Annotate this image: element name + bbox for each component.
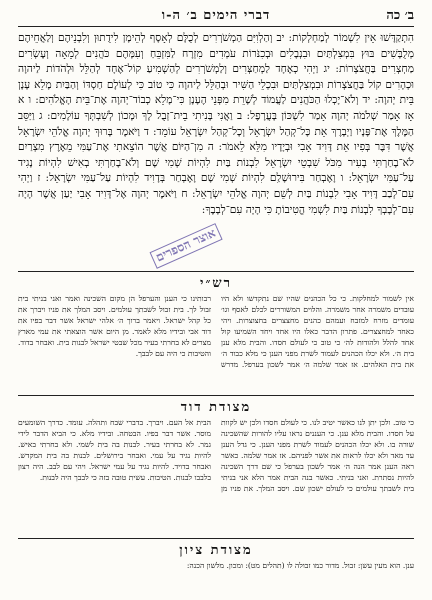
rashi-title: רש״י: [200, 276, 232, 291]
main-text: הִתְקַדָּשׁוּ אֵין לִשְׁמוֹר לְמַחְלְקוֹת: יב וְהַלְוִיִּם הַמְשֹׁרְרִים לְכֻלָּם לְאָסָף לְהֵימָן לִידֻתוּן וְלִבְנֵיהֶם וְלַאֲחֵיהֶם מְלֻבָּשִׁים בּוּץ בִּמְצִלְתַּיִם וּבִנְבָלִים וּבְכִנֹּרוֹת עֹמְדִים מִזְרָח לַמִּזְבֵּחַ וְעִמָּהֶם כֹּהֲנִים לְמֵאָה וְעֶשְׂרִים מַחְצְרִים בַּחֲצֹצְרוֹת: יג וַיְהִי כְאֶחָד לַמְחַצְּרִים וְלַמְשֹׁרְרִים לְהַשְׁמִיעַ קוֹל־אֶחָד לְהַלֵּל וּלְהֹדוֹת לַיהוָה וּכְהָרִים קוֹל בַּחֲצֹצְרוֹת וּבִמְצִלְתַּיִם וּבִכְלֵי הַשִּׁיר וּבְהַלֵּל לַיהוָה כִּי טוֹב כִּי לְעוֹלָם חַסְדּוֹ וְהַבַּיִת מָלֵא עָנָן בֵּית יְהוָה: יד וְלֹא־יָכְלוּ הַכֹּהֲנִים לַעֲמוֹד לְשָׁרֵת מִפְּנֵי הֶעָנָן כִּי־מָלֵא כְבוֹד־יְהוָה אֶת־בֵּית הָאֱלֹהִים: ו א אָז אָמַר שְׁלֹמֹה יְהוָה אָמַר לִשְׁכּוֹן בָּעֲרָפֶל: ב וַאֲנִי בָּנִיתִי בֵית־זְבֻל לָךְ וּמָכוֹן לְשִׁבְתְּךָ עוֹלָמִים: ג וַיַּסֵּב הַמֶּלֶךְ אֶת־פָּנָיו וַיְבָרֶךְ אֵת כָּל־קְהַל יִשְׂרָאֵל וְכָל־קְהַל יִשְׂרָאֵל עוֹמֵד: ד וַיֹּאמֶר בָּרוּךְ יְהוָה אֱלֹהֵי יִשְׂרָאֵל אֲשֶׁר דִּבֶּר בְּפִיו אֵת דָּוִיד אָבִי וּבְיָדָיו מִלֵּא לֵאמֹר: ה מִן־הַיּוֹם אֲשֶׁר הוֹצֵאתִי אֶת־עַמִּי מֵאֶרֶץ מִצְרַיִם לֹא־בָחַרְתִּי בְעִיר מִכֹּל שִׁבְטֵי יִשְׂרָאֵל לִבְנוֹת בַּיִת לִהְיוֹת שְׁמִי שָׁם וְלֹא־בָחַרְתִּי בְאִישׁ לִהְיוֹת נָגִיד עַל־עַמִּי יִשְׂרָאֵל: ו וָאֶבְחַר בִּירוּשָׁלִַם לִהְיוֹת שְׁמִי שָׁם וָאֶבְחַר בְּדָוִיד לִהְיוֹת עַל־עַמִּי יִשְׂרָאֵל: ז וַיְהִי עִם־לְבַב דָּוִיד אָבִי לִבְנוֹת בַּיִת לְשֵׁם יְהוָה אֱלֹהֵי יִשְׂרָאֵל: ח וַיֹּאמֶר יְהוָה אֶל־דָּוִיד אָבִי יַעַן אֲשֶׁר הָיָה עִם־לְבָבְךָ לִבְנוֹת בַּיִת לִשְׁמִי הֱטִיבוֹתָ כִּי הָיָה עִם־לְבָבֶךָ:: [18, 32, 414, 216]
page: [18, 4, 414, 582]
metzudat-david-commentary: [18, 417, 414, 536]
divider: [18, 271, 414, 272]
page-header: [18, 4, 414, 27]
library-stamp: אוצר הספרים: [150, 223, 223, 268]
rashi-text: אין לשמור למחלקות. כי כל הכהנים שהיו שם נתקדשו ולא היו עובדים משמרה אחר משמרה. והלוים המשוררים לכלם לאסף וגו׳ עומדים מזרח למזבח ועמהם כהנים מחצצרים בחצוצרות. ויהי כאחד למחצצרים. פתרון הדבר כאלו היו אחד ויחד השמיעו קול אחד להלל ולהודות לה׳ כי טוב כי לעולם חסדו. והבית מלא ענן בית ה׳. ולא יכלו הכהנים לעמוד לשרת מפני הענן כי מלא כבוד ה׳ את בית האלהים. אז אמר שלמה ה׳ אמר לשכון בערפל. מדרש רבותינו כי הענן והערפל הן מקום השכינה ואמר ואני בניתי בית זבול לך. בית זבול לשבתך עולמים. ויסב המלך את פניו ויברך את כל קהל ישראל. ויאמר ברוך ה׳ אלהי ישראל אשר דבר בפיו את דוד אבי ובידיו מלא לאמר. מן היום אשר הוצאתי את עמי מארץ מצרים לא בחרתי בעיר מכל שבטי ישראל לבנות בית. ואבחר בדוד. והטיבות כי היה עם לבבך.: [18, 294, 414, 369]
rashi-commentary: [18, 293, 414, 393]
chapter-reference: ב׳ כה: [386, 8, 414, 23]
divider: [18, 395, 414, 396]
book-title: דברי הימים ב׳ ה-ו: [161, 8, 271, 23]
divider: [18, 538, 414, 539]
metzudat-david-text: כי טוב. ולכן יתן לנו כאשר יטיב לנו. כי לעולם חסדו ולכן יש לקוות על חסדו. והבית מלא ענן. כי העננים נראו עליו להורות שהשכינה שורה בו. ולא יכלו הכהנים לעמוד לשרת מפני הענן. כי גדל הענן עד מאד ולא יכלו לראות את אשר לפניהם. אז אמר שלמה. כאשר ראה הענן אמר הנה ה׳ אמר לשכון בערפל כי שם דרך השכינה להיות נסתרת. ואני בניתי. כאשר בנה הבית אמר הלא אני בניתי בית לשבתך עולמים כי לעולם ישכון שם. ויסב המלך. את פניו מן הבית אל העם. ויברך. בדברי שבח ותהלה. עומד. כדרך השומעים מוסר. אשר דבר בפיו. הבטחה. ובידיו מלא. כי הביא הדבר לידי גמר. לא בחרתי בעיר. לבנות בה בית לשמי. ולא בחרתי באיש. להיות נגיד על עמי. ואבחר בירושלים. לבנות בה בית המקדש. ואבחר בדויד. להיות נגיד על עמי ישראל. ויהי עם לבב. היה רצון בלבבו לבנות. הטיבות. עשית טובה בזה כי לבבך היה לבנות.: [18, 418, 414, 493]
metzudat-zion-commentary: [18, 560, 414, 582]
metzudat-zion-text: ענן. הוא מעין עשן: זבול. מדור כמו זבולה לו (תהלים מט): ומכון. מלשון הכנה:: [186, 561, 414, 570]
metzudat-david-title: מצודת דוד: [180, 400, 252, 415]
main-text-block: [18, 31, 414, 269]
metzudat-zion-title: מצודת ציון: [179, 543, 253, 558]
